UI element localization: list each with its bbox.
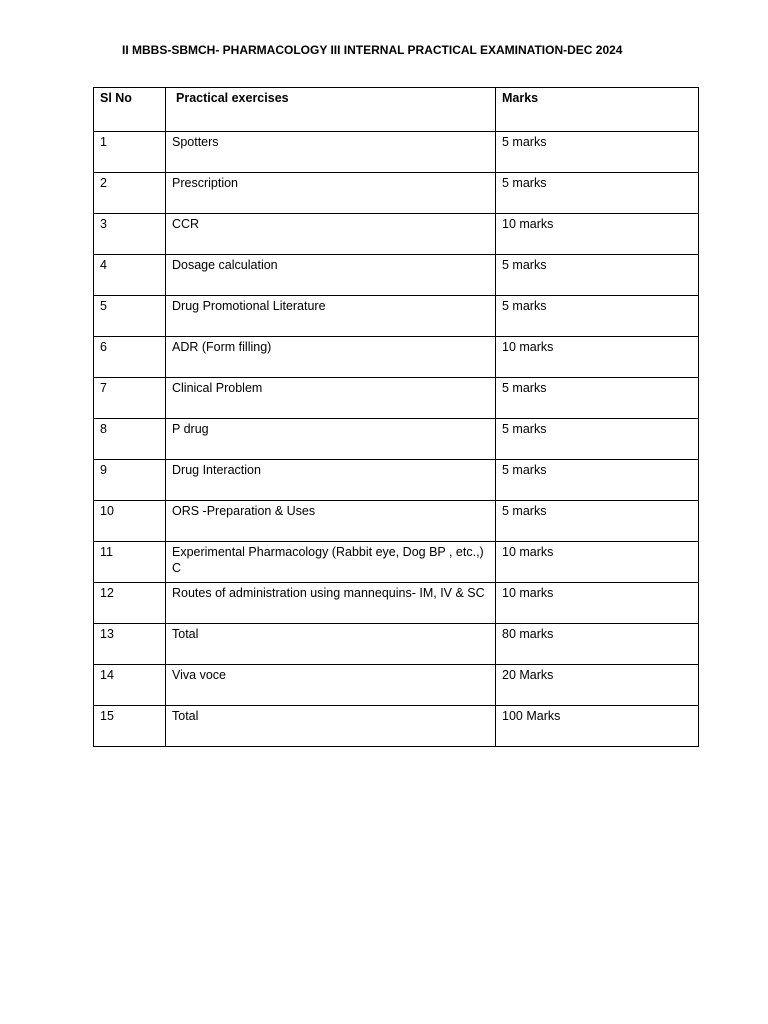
- cell-exercise: Dosage calculation: [166, 255, 496, 296]
- cell-exercise: Clinical Problem: [166, 378, 496, 419]
- cell-exercise: Prescription: [166, 173, 496, 214]
- document-title: II MBBS-SBMCH- PHARMACOLOGY III INTERNAL PRACTICAL EXAMINATION-DEC 2024: [122, 43, 623, 57]
- cell-exercise: Total: [166, 624, 496, 665]
- cell-sl-no: 7: [94, 378, 166, 419]
- cell-exercise: Drug Promotional Literature: [166, 296, 496, 337]
- table-row: [94, 255, 699, 296]
- cell-exercise: Drug Interaction: [166, 460, 496, 501]
- cell-sl-no: 4: [94, 255, 166, 296]
- cell-sl-no: 3: [94, 214, 166, 255]
- table-header-row: [94, 88, 699, 132]
- header-marks: Marks: [496, 88, 699, 132]
- cell-exercise: Total: [166, 706, 496, 747]
- cell-exercise: P drug: [166, 419, 496, 460]
- table-row: [94, 132, 699, 173]
- table-row: [94, 501, 699, 542]
- cell-sl-no: 6: [94, 337, 166, 378]
- cell-marks: 100 Marks: [496, 706, 699, 747]
- cell-marks: 5 marks: [496, 501, 699, 542]
- table-row: [94, 460, 699, 501]
- cell-marks: 5 marks: [496, 296, 699, 337]
- cell-sl-no: 8: [94, 419, 166, 460]
- table-body: [94, 132, 699, 747]
- marks-table: [93, 87, 699, 747]
- table-row: [94, 337, 699, 378]
- cell-exercise: Experimental Pharmacology (Rabbit eye, Dog BP , etc.,) C: [166, 542, 496, 583]
- cell-exercise: ORS -Preparation & Uses: [166, 501, 496, 542]
- table-row: [94, 296, 699, 337]
- cell-marks: 10 marks: [496, 337, 699, 378]
- cell-sl-no: 12: [94, 583, 166, 624]
- table-row: [94, 214, 699, 255]
- table-row: [94, 378, 699, 419]
- cell-exercise: Spotters: [166, 132, 496, 173]
- cell-sl-no: 11: [94, 542, 166, 583]
- cell-sl-no: 15: [94, 706, 166, 747]
- cell-sl-no: 5: [94, 296, 166, 337]
- table-row: [94, 624, 699, 665]
- cell-exercise: Routes of administration using mannequins- IM, IV & SC: [166, 583, 496, 624]
- cell-sl-no: 10: [94, 501, 166, 542]
- table-row: [94, 583, 699, 624]
- cell-sl-no: 14: [94, 665, 166, 706]
- cell-marks: 10 marks: [496, 542, 699, 583]
- table-row: [94, 706, 699, 747]
- cell-marks: 5 marks: [496, 255, 699, 296]
- cell-exercise: ADR (Form filling): [166, 337, 496, 378]
- cell-marks: 10 marks: [496, 214, 699, 255]
- table-row: [94, 665, 699, 706]
- cell-marks: 5 marks: [496, 132, 699, 173]
- cell-marks: 5 marks: [496, 173, 699, 214]
- table-row: [94, 173, 699, 214]
- cell-sl-no: 13: [94, 624, 166, 665]
- cell-exercise: CCR: [166, 214, 496, 255]
- header-practical-exercises: Practical exercises: [166, 88, 496, 132]
- cell-marks: 5 marks: [496, 378, 699, 419]
- cell-sl-no: 2: [94, 173, 166, 214]
- cell-marks: 5 marks: [496, 419, 699, 460]
- cell-sl-no: 9: [94, 460, 166, 501]
- cell-sl-no: 1: [94, 132, 166, 173]
- header-sl-no: Sl No: [94, 88, 166, 132]
- cell-marks: 10 marks: [496, 583, 699, 624]
- cell-marks: 80 marks: [496, 624, 699, 665]
- cell-marks: 5 marks: [496, 460, 699, 501]
- table-row: [94, 419, 699, 460]
- table-row: [94, 542, 699, 583]
- cell-exercise: Viva voce: [166, 665, 496, 706]
- cell-marks: 20 Marks: [496, 665, 699, 706]
